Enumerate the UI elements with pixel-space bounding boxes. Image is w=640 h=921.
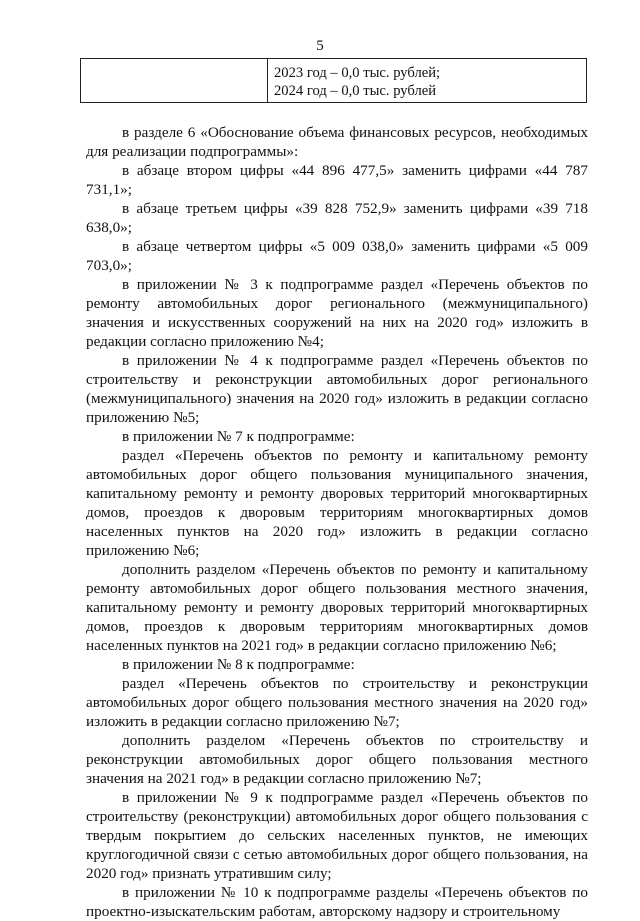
paragraph: раздел «Перечень объектов по строительству и реконструкции автомобильных дорог общего пользования местного значения на 2020 год» изложить в редакции согласно приложению №7; bbox=[86, 675, 588, 730]
table-line-2023: 2023 год – 0,0 тыс. рублей; bbox=[274, 65, 441, 81]
budget-table-fragment bbox=[80, 58, 587, 103]
paragraph: раздел «Перечень объектов по ремонту и капитальному ремонту автомобильных дорог общего пользования муниципального значения, капитальному ремонту и ремонту дворовых территорий многоквартирных домов, проездов к дворовым территориям многоквартирных домов населенных пунктов на 2020 год» изложить в редакции согласно приложению №6; bbox=[86, 447, 588, 559]
paragraph: дополнить разделом «Перечень объектов по ремонту и капитальному ремонту автомобильных дорог общего пользования местного значения, капитальному ремонту и ремонту дворовых территорий многоквартирных домов, проездов к дворовым территориям многоквартирных домов населенных пунктов на 2021 год» в редакции согласно приложению №6; bbox=[86, 561, 588, 654]
paragraph: в приложении № 10 к подпрограмме разделы «Перечень объектов по проектно-изыскательским работам, авторскому надзору и строительному bbox=[86, 884, 588, 920]
paragraph: в приложении № 9 к подпрограмме раздел «Перечень объектов по строительству (реконструкции) автомобильных дорог общего пользования с твердым покрытием до сельских населенных пунктов, не имеющих круглогодичной связи с сетью автомобильных дорог общего пользования, на 2020 год» признать утратившим силу; bbox=[86, 789, 588, 882]
paragraph: в приложении № 4 к подпрограмме раздел «Перечень объектов по строительству и реконструкции автомобильных дорог регионального (межмуниципального) значения на 2020 год» изложить в редакции согласно приложению №5; bbox=[86, 352, 588, 426]
paragraph: в абзаце четвертом цифры «5 009 038,0» заменить цифрами «5 009 703,0»; bbox=[86, 238, 588, 274]
table-cell-empty bbox=[81, 59, 268, 102]
paragraph: в приложении № 3 к подпрограмме раздел «Перечень объектов по ремонту автомобильных дорог регионального (межмуниципального) значения и искусственных сооружений на них на 2020 год» изложить в редакции согласно приложению №4; bbox=[86, 276, 588, 350]
table-line-2024: 2024 год – 0,0 тыс. рублей bbox=[274, 83, 437, 99]
paragraph: в абзаце третьем цифры «39 828 752,9» заменить цифрами «39 718 638,0»; bbox=[86, 200, 588, 236]
page-number: 5 bbox=[316, 38, 324, 54]
paragraph: в приложении № 7 к подпрограмме: bbox=[122, 428, 355, 445]
table-cell-amounts bbox=[268, 59, 440, 102]
paragraph: в приложении № 8 к подпрограмме: bbox=[122, 656, 355, 673]
paragraph: в разделе 6 «Обоснование объема финансовых ресурсов, необходимых для реализации подпрограммы»: bbox=[86, 124, 588, 160]
paragraph: в абзаце втором цифры «44 896 477,5» заменить цифрами «44 787 731,1»; bbox=[86, 162, 588, 198]
paragraph: дополнить разделом «Перечень объектов по строительству и реконструкции автомобильных дорог общего пользования местного значения на 2021 год» в редакции согласно приложению №7; bbox=[86, 732, 588, 787]
document-body bbox=[86, 123, 588, 921]
